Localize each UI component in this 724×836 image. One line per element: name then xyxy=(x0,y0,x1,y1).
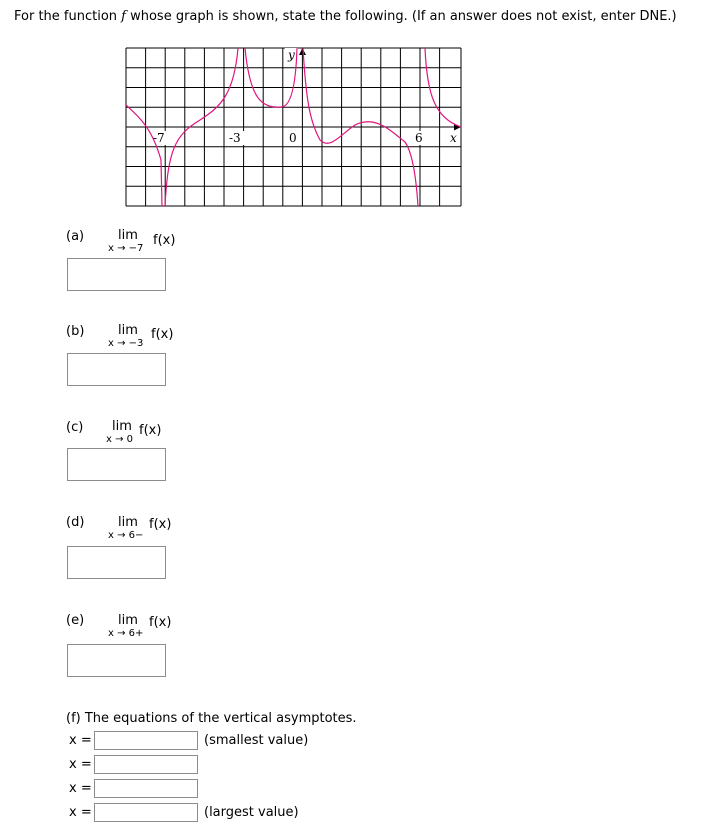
tick-label-0: 0 xyxy=(289,131,297,145)
function-graph xyxy=(0,0,724,220)
graph-grid xyxy=(126,48,461,206)
asymptote-4-label: x = xyxy=(69,805,92,820)
asymptotes-heading: (f) The equations of the vertical asymptotes. xyxy=(66,711,357,726)
part-a-answer-input[interactable] xyxy=(67,258,166,291)
part-d-approach: x → 6− xyxy=(108,530,144,541)
part-b-label: (b) xyxy=(66,324,85,339)
part-b-func: f(x) xyxy=(151,327,174,342)
part-e-lim: lim xyxy=(118,613,138,628)
instruction-text: For the function f whose graph is shown, state the following. (If an answer does not exist, enter DNE.) xyxy=(14,9,677,24)
tick-label-6: 6 xyxy=(415,131,423,145)
part-b-lim: lim xyxy=(118,323,138,338)
part-a-label: (a) xyxy=(66,229,85,244)
part-b-answer-input[interactable] xyxy=(67,353,166,386)
part-d-label: (d) xyxy=(66,515,85,530)
part-d-lim: lim xyxy=(118,515,138,530)
part-a-lim: lim xyxy=(118,228,138,243)
asymptote-1-input[interactable] xyxy=(94,731,198,750)
part-d-func: f(x) xyxy=(149,517,172,532)
part-a-approach: x → −7 xyxy=(108,243,144,254)
x-axis-label: x xyxy=(450,131,457,145)
asymptote-3-label: x = xyxy=(69,781,92,796)
part-c-func: f(x) xyxy=(139,423,162,438)
part-b-approach: x → −3 xyxy=(108,338,144,349)
y-axis-label: y xyxy=(288,48,295,62)
part-e-approach: x → 6+ xyxy=(108,628,144,639)
part-c-approach: x → 0 xyxy=(106,434,134,445)
part-e-answer-input[interactable] xyxy=(67,644,166,677)
part-c-lim: lim xyxy=(112,419,132,434)
asymptote-4-input[interactable] xyxy=(94,803,198,822)
part-e-label: (e) xyxy=(66,613,85,628)
asymptote-2-label: x = xyxy=(69,757,92,772)
part-e-func: f(x) xyxy=(149,615,172,630)
asymptote-2-input[interactable] xyxy=(94,755,198,774)
part-c-label: (c) xyxy=(66,420,84,435)
largest-value-hint: (largest value) xyxy=(204,805,299,820)
asymptote-1-label: x = xyxy=(69,733,92,748)
part-d-answer-input[interactable] xyxy=(67,546,166,579)
asymptote-3-input[interactable] xyxy=(94,779,198,798)
tick-label-neg7: -7 xyxy=(153,131,165,145)
part-c-answer-input[interactable] xyxy=(67,448,166,481)
smallest-value-hint: (smallest value) xyxy=(204,733,309,748)
tick-label-neg3: -3 xyxy=(229,131,241,145)
part-a-func: f(x) xyxy=(153,233,176,248)
